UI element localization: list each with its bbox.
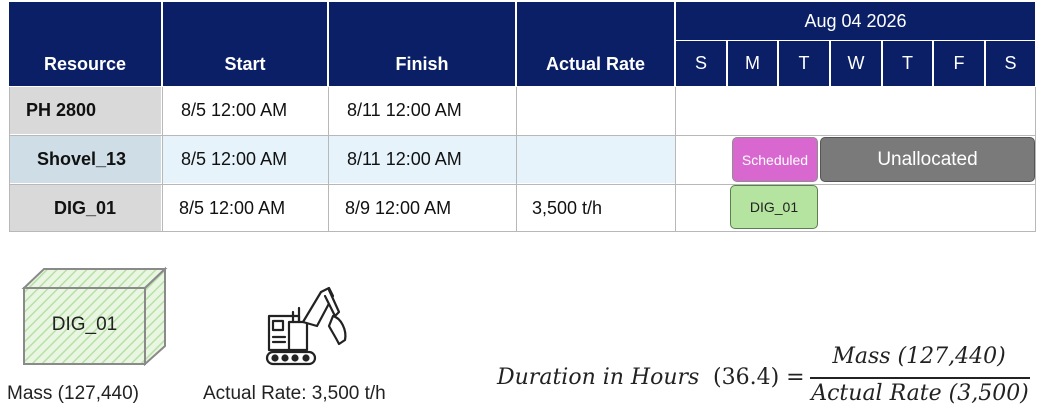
header-actual-rate[interactable]: Actual Rate bbox=[517, 2, 674, 86]
excavator-icon bbox=[263, 282, 353, 372]
start-cell[interactable]: 8/5 12:00 AM bbox=[181, 100, 288, 120]
block-label: DIG_01 bbox=[51, 314, 118, 335]
start-cell[interactable]: 8/5 12:00 AM bbox=[179, 197, 286, 218]
formula-lhs: Duration in Hours bbox=[497, 365, 700, 390]
col-divider bbox=[675, 87, 676, 232]
day-header: T bbox=[883, 41, 932, 86]
col-divider bbox=[1035, 87, 1036, 232]
actual-rate-cell[interactable]: 3,500 t/h bbox=[532, 197, 603, 218]
col-divider bbox=[516, 87, 517, 232]
finish-cell[interactable]: 8/11 12:00 AM bbox=[347, 100, 462, 120]
col-divider bbox=[328, 87, 329, 232]
fraction-line bbox=[810, 377, 1030, 379]
col-divider bbox=[162, 87, 163, 232]
formula-denominator: Actual Rate (3,500) bbox=[811, 381, 1029, 406]
header-resource[interactable]: Resource bbox=[9, 2, 161, 86]
unallocated-bar[interactable]: Unallocated bbox=[820, 137, 1035, 182]
scheduled-bar[interactable]: Scheduled bbox=[732, 137, 818, 182]
rate-caption: Actual Rate: 3,500 t/h bbox=[203, 383, 386, 404]
day-header: M bbox=[728, 41, 777, 86]
day-header: W bbox=[831, 41, 881, 86]
resource-name: Shovel_13 bbox=[37, 149, 127, 169]
finish-cell[interactable]: 8/9 12:00 AM bbox=[345, 197, 452, 218]
day-header: T bbox=[779, 41, 829, 86]
row-divider bbox=[9, 231, 1036, 232]
finish-cell[interactable]: 8/11 12:00 AM bbox=[347, 149, 462, 169]
header-finish[interactable]: Finish bbox=[329, 2, 515, 86]
day-header: F bbox=[934, 41, 984, 86]
col-divider bbox=[9, 87, 10, 232]
day-header: S bbox=[676, 41, 726, 86]
resource-name: DIG_01 bbox=[54, 197, 117, 218]
resource-name: PH 2800 bbox=[26, 100, 97, 120]
header-week: Aug 04 2026 bbox=[676, 2, 1035, 40]
material-block-illustration bbox=[20, 266, 168, 366]
dig-task-bar[interactable]: DIG_01 bbox=[730, 185, 818, 229]
formula-lhs-value: (36.4) = bbox=[713, 365, 805, 390]
day-header: S bbox=[986, 41, 1035, 86]
start-cell[interactable]: 8/5 12:00 AM bbox=[181, 149, 288, 169]
mass-caption: Mass (127,440) bbox=[7, 383, 140, 404]
header-start[interactable]: Start bbox=[163, 2, 327, 86]
formula-numerator: Mass (127,440) bbox=[832, 344, 1006, 369]
